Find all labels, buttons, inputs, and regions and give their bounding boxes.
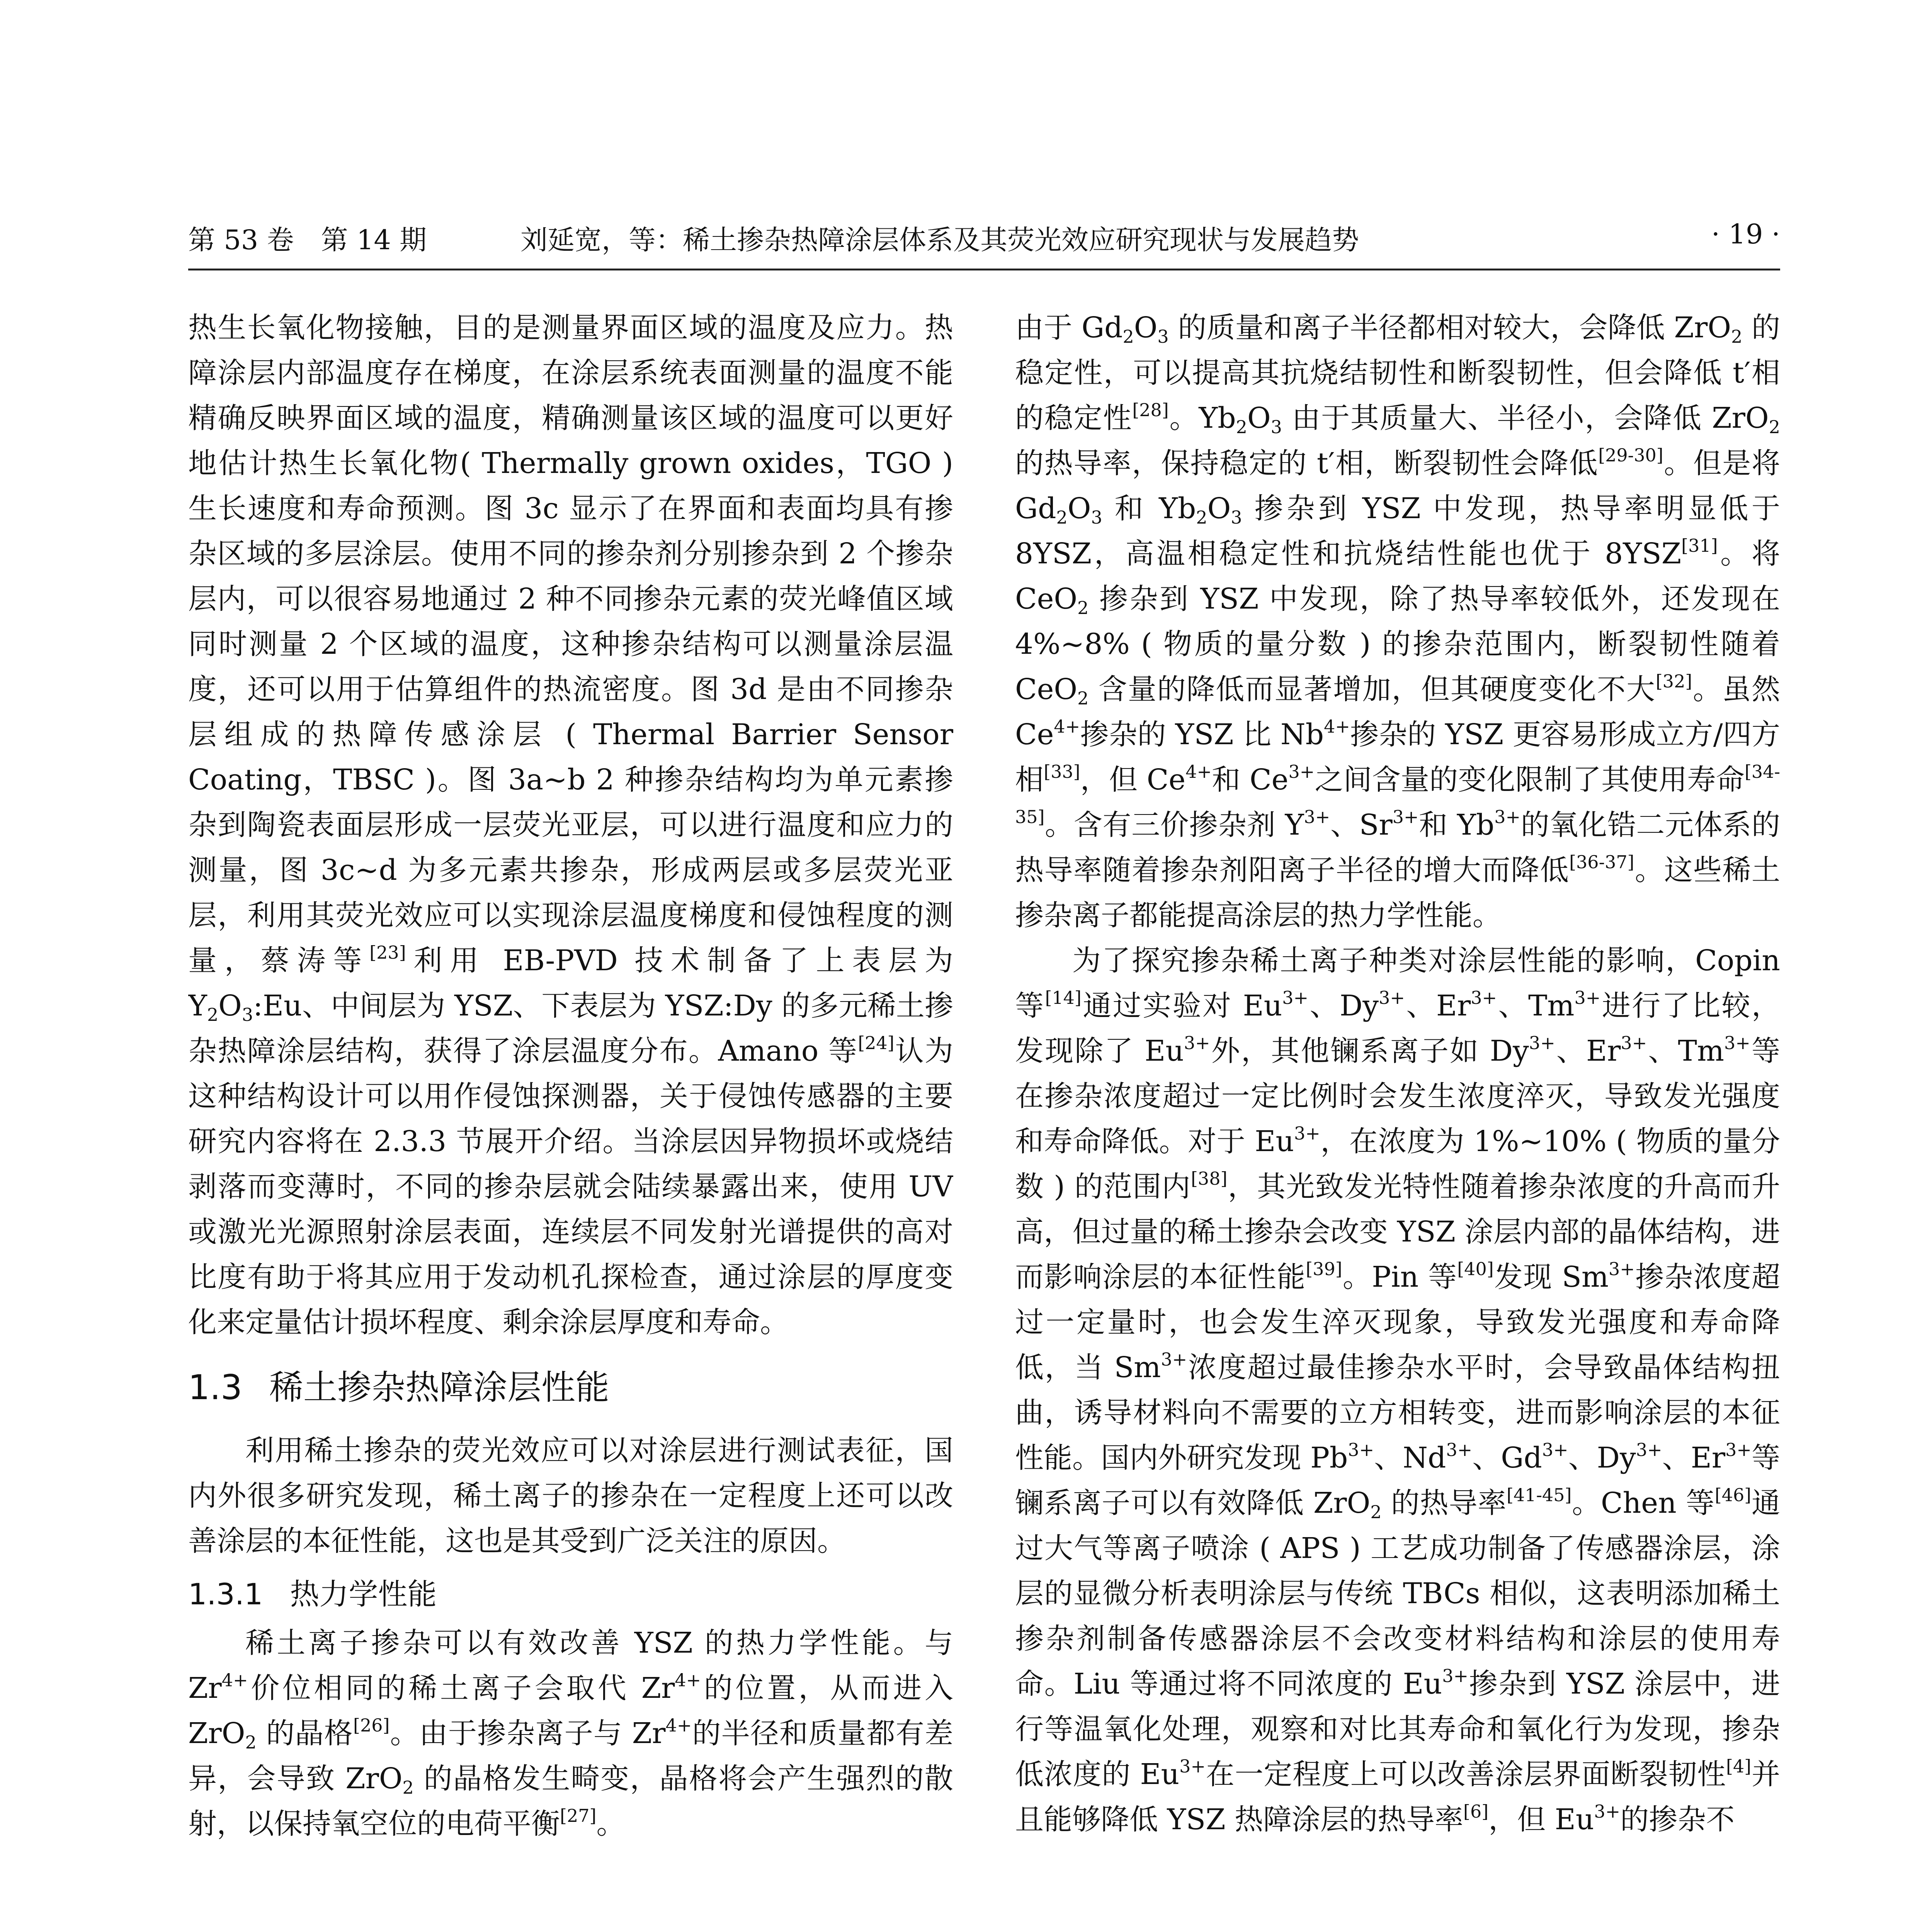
citation: [23] xyxy=(369,942,406,963)
paragraph: 由于 $Gd_2O_3$ 的质量和离子半径都相对较大，会降低 ZrO$_2$ 的稳定性，可以提高其抗烧结韧性和断裂韧性，但会降低 t′相的稳定性[28]。$Yb_2O_3$ 由于其质量大、半径小，会降低 ZrO$_2$ 的热导率，保持稳定的 t′相，断裂韧性会降低[29-30]。但是将 $Gd_2O_3$ 和 $Yb_2O_3$ 掺杂到 YSZ 中发现，热导率明显低于 8YSZ，高温相稳定性和抗烧结性能也优于 8YSZ[31]。将 CeO$_2$ 掺杂到 YSZ 中发现，除了热导率较低外，还发现在 4%~8% ( 物质的量分数 ) 的掺杂范围内，断裂韧性随着 CeO$_2$ 含量的降低而显著增加，但其硬度变化不大[32]。虽然 $Ce^{4+}$掺杂的 YSZ 比 $Nb^{4+}$掺杂的 YSZ 更容易形成立方/四方相[33]，但 $Ce^{4+}$和 $Ce^{3+}$之间含量的变化限制了其使用寿命[34-35]。含有三价掺杂剂 $Y^{3+}$、$Sr^{3+}$和 $Yb^{3+}$的氧化锆二元体系的热导率随着掺杂剂阳离子半径的增大而降低[36-37]。这些稀土掺杂离子都能提高涂层的热力学性能。 xyxy=(1015,311,1780,932)
running-header xyxy=(188,211,1780,270)
paragraph: 利用稀土掺杂的荧光效应可以对涂层进行测试表征，国内外很多研究发现，稀土离子的掺杂在一定程度上还可以改善涂层的本征性能，这也是其受到广泛关注的原因。 xyxy=(188,1434,953,1558)
citation: [33] xyxy=(1044,761,1080,782)
citation: [29-30] xyxy=(1598,445,1663,466)
citation: [38] xyxy=(1190,1168,1228,1189)
left-column xyxy=(188,305,953,1932)
subsection-heading: 1.3.1 热力学性能 xyxy=(188,1577,437,1611)
citation: [34-35] xyxy=(1015,761,1780,827)
section-heading: 1.3 稀土掺杂热障涂层性能 xyxy=(188,1367,609,1407)
citation: [41-45] xyxy=(1506,1485,1572,1505)
article-running-title: 刘延宽，等：稀土掺杂热障涂层体系及其荧光效应研究现状与发展趋势 xyxy=(520,224,1359,256)
citation: [40] xyxy=(1457,1259,1494,1279)
citation: [26] xyxy=(353,1715,390,1736)
paragraph: 稀土离子掺杂可以有效改善 YSZ 的热力学性能。与 $Zr^{4+}$价位相同的稀土离子会取代 $Zr^{4+}$的位置，从而进入 ZrO$_2$ 的晶格[26]。由于掺杂离子与 $Zr^{4+}$的半径和质量都有差异，会导致 ZrO$_2$ 的晶格发生畸变，晶格将会产生强烈的散射，以保持氧空位的电荷平衡[27]。 xyxy=(188,1626,953,1840)
citation: [39] xyxy=(1306,1259,1342,1279)
citation: [46] xyxy=(1714,1485,1752,1505)
citation: [14] xyxy=(1045,987,1082,1008)
citation: [32] xyxy=(1655,671,1692,692)
page-number: · 19 · xyxy=(1711,218,1780,250)
citation: [24] xyxy=(858,1032,895,1053)
right-column xyxy=(1015,305,1780,1932)
paragraph: 为了探究掺杂稀土离子种类对涂层性能的影响，Copin 等[14]通过实验对 $Eu^{3+}$、$Dy^{3+}$、$Er^{3+}$、$Tm^{3+}$进行了比较，发现除了 $Eu^{3+}$外，其他镧系离子如 $Dy^{3+}$、$Er^{3+}$、$Tm^{3+}$等在掺杂浓度超过一定比例时会发生浓度淬灭，导致发光强度和寿命降低。对于 $Eu^{3+}$，在浓度为 1%~10% ( 物质的量分数 ) 的范围内[38]，其光致发光特性随着掺杂浓度的升高而升高，但过量的稀土掺杂会改变 YSZ 涂层内部的晶体结构，进而影响涂层的本征性能[39]。Pin 等[40]发现 $Sm^{3+}$掺杂浓度超过一定量时，也会发生淬灭现象，导致发光强度和寿命降低，当 $Sm^{3+}$浓度超过最佳掺杂水平时，会导致晶体结构扭曲，诱导材料向不需要的立方相转变，进而影响涂层的本征性能。国内外研究发现 $Pb^{3+}$、$Nd^{3+}$、$Gd^{3+}$、$Dy^{3+}$、$Er^{3+}$等镧系离子可以有效降低 ZrO$_2$ 的热导率[41-45]。Chen 等[46]通过大气等离子喷涂 ( APS ) 工艺成功制备了传感器涂层，涂层的显微分析表明涂层与传统 TBCs 相似，这表明添加稀土掺杂剂制备传感器涂层不会改变材料结构和涂层的使用寿命。Liu 等通过将不同浓度的 $Eu^{3+}$掺杂到 YSZ 涂层中，进行等温氧化处理，观察和对比其寿命和氧化行为发现，掺杂低浓度的 $Eu^{3+}$在一定程度上可以改善涂层界面断裂韧性[4]并且能够降低 YSZ 热障涂层的热导率[6]，但 $Eu^{3+}$的掺杂不 xyxy=(1015,944,1780,1836)
paragraph: 热生长氧化物接触，目的是测量界面区域的温度及应力。热障涂层内部温度存在梯度，在涂层系统表面测量的温度不能精确反映界面区域的温度，精确测量该区域的温度可以更好地估计热生长氧化物( Thermally grown oxides，TGO ) 生长速度和寿命预测。图 3c 显示了在界面和表面均具有掺杂区域的多层涂层。使用不同的掺杂剂分别掺杂到 2 个掺杂层内，可以很容易地通过 2 种不同掺杂元素的荧光峰值区域同时测量 2 个区域的温度，这种掺杂结构可以测量涂层温度，还可以用于估算组件的热流密度。图 3d 是由不同掺杂层组成的热障传感涂层 ( Thermal Barrier Sensor Coating，TBSC )。图 3a~b 2 种掺杂结构均为单元素掺杂到陶瓷表面层形成一层荧光亚层，可以进行温度和应力的测量，图 3c~d 为多元素共掺杂，形成两层或多层荧光亚层，利用其荧光效应可以实现涂层温度梯度和侵蚀程度的测量，蔡涛等[23]利用 EB-PVD 技术制备了上表层为 $Y_2O_3:Eu$、中间层为 YSZ、下表层为 YSZ:Dy 的多元稀土掺杂热障涂层结构，获得了涂层温度分布。Amano 等[24]认为这种结构设计可以用作侵蚀探测器，关于侵蚀传感器的主要研究内容将在 2.3.3 节展开介绍。当涂层因异物损坏或烧结剥落而变薄时，不同的掺杂层就会陆续暴露出来，使用 UV 或激光光源照射涂层表面，连续层不同发射光谱提供的高对比度有助于将其应用于发动机孔探检查，通过涂层的厚度变化来定量估计损坏程度、剩余涂层厚度和寿命。 xyxy=(188,311,953,1339)
citation: [36-37] xyxy=(1569,852,1634,872)
citation: [31] xyxy=(1681,535,1718,556)
citation: [27] xyxy=(560,1805,597,1826)
citation: [6] xyxy=(1463,1801,1489,1822)
citation: [28] xyxy=(1132,400,1169,420)
citation: [4] xyxy=(1726,1756,1752,1777)
volume-issue: 第 53 卷 第 14 期 xyxy=(188,224,427,256)
